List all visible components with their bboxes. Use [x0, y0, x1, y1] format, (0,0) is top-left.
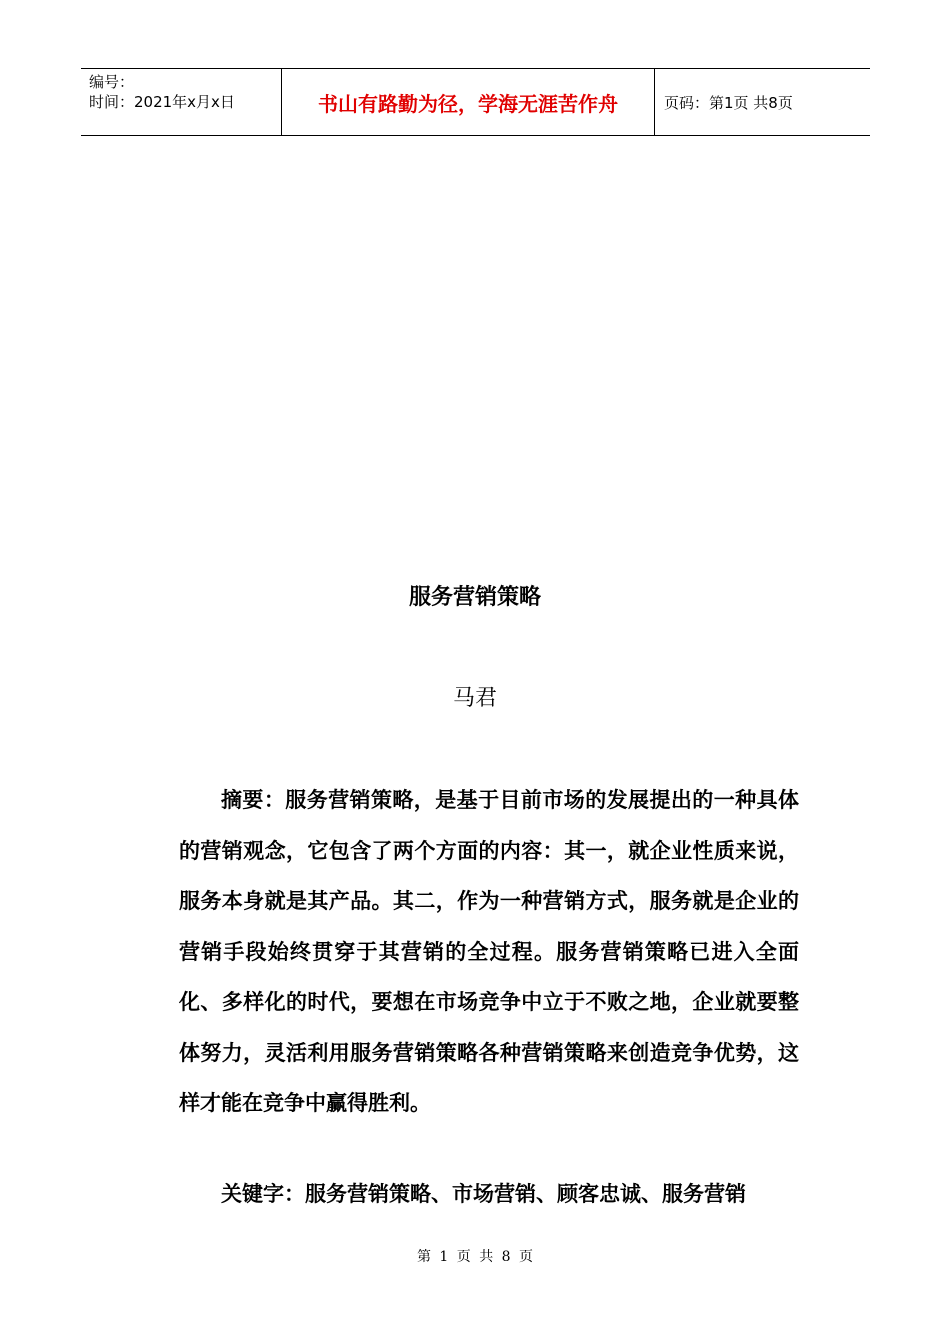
header-page-info: 页码：第1页 共8页	[664, 93, 793, 112]
page-footer: 第 1 页 共 8 页	[416, 1249, 534, 1265]
header-meta	[81, 69, 282, 135]
document-header	[81, 68, 870, 136]
header-time-label: 时间：2021年x月x日	[89, 93, 235, 111]
abstract-paragraph: 摘要：服务营销策略，是基于目前市场的发展提出的一种具体的营销观念，它包含了两个方面的内容：其一，就企业性质来说，服务本身就是其产品。其二，作为一种营销方式，服务就是企业的营销手段始终贯穿于其营销的全过程。服务营销策略已进入全面化、多样化的时代，要想在市场竞争中立于不败之地，企业就要整体努力，灵活利用服务营销策略各种营销策略来创造竞争优势，这样才能在竞争中赢得胜利。	[179, 788, 799, 1115]
header-motto: 书山有路勤为径，学海无涯苦作舟	[282, 69, 655, 135]
keywords-paragraph: 关键字：服务营销策略、市场营销、顾客忠诚、服务营销	[221, 1182, 746, 1206]
document-title: 服务营销策略	[408, 585, 541, 610]
header-number-label: 编号：	[89, 73, 135, 91]
document-author: 马君	[452, 686, 497, 711]
